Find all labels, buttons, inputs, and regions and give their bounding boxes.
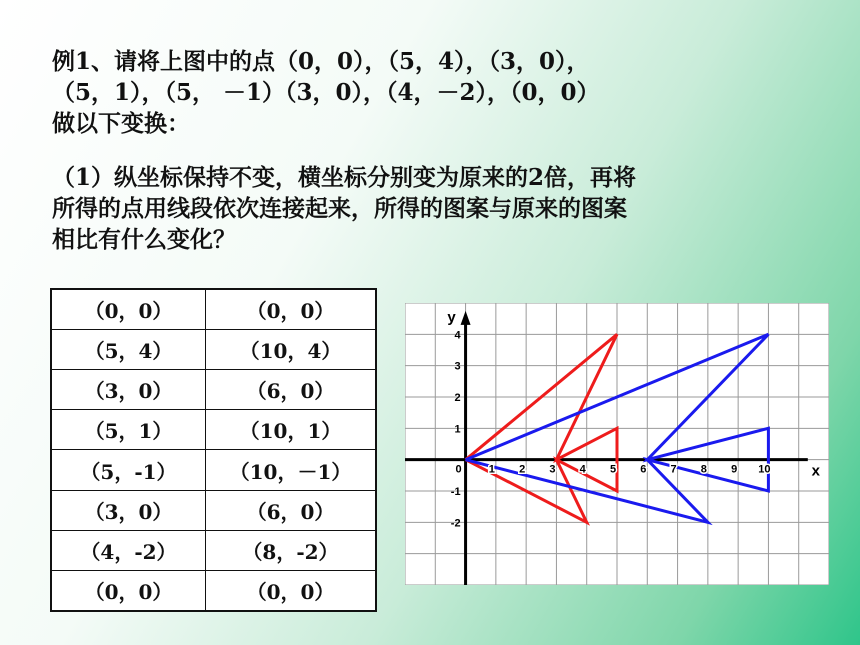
problem-line: （5，1），（5， －1）（3，0），（4，－2），（0，0）	[52, 79, 600, 106]
original-point-cell: （3，0）	[51, 490, 206, 530]
x-tick-label: 3	[549, 463, 556, 476]
x-tick-label: 1	[488, 463, 495, 476]
table-row	[51, 490, 376, 530]
original-point-cell: （3，0）	[51, 370, 206, 410]
transformed-point-cell: （0，0）	[206, 570, 377, 611]
y-tick-label: 3	[454, 360, 461, 373]
x-tick-label: 7	[670, 463, 677, 476]
transformed-point-cell: （10，1）	[206, 410, 377, 450]
x-tick-label: 8	[700, 463, 707, 476]
problem-line: 例1、请将上图中的点（0，0），（5，4），（3，0），	[52, 48, 590, 75]
problem-statement	[52, 46, 792, 139]
question-line: （1）纵坐标保持不变，横坐标分别变为原来的2倍，再将	[52, 164, 637, 191]
transformed-point-cell: （0，0）	[206, 289, 377, 330]
coordinate-table	[50, 288, 377, 612]
x-tick-label: 6	[640, 463, 647, 476]
original-point-cell: （5，4）	[51, 330, 206, 370]
y-tick-label: -1	[450, 486, 461, 498]
transformed-point-cell: （8，-2）	[206, 530, 377, 570]
y-tick-label: -2	[450, 517, 461, 530]
original-point-cell: （4，-2）	[51, 530, 206, 570]
x-axis-label: x	[811, 462, 820, 480]
problem-line: 做以下变换：	[52, 110, 190, 137]
y-tick-label: 2	[454, 392, 461, 404]
table-row	[51, 410, 376, 450]
original-point-cell: （0，0）	[51, 289, 206, 330]
coordinate-graph	[405, 303, 829, 585]
transformed-point-cell: （10，－1）	[206, 450, 377, 490]
transformed-point-cell: （10，4）	[206, 330, 377, 370]
coordinate-table-body	[51, 289, 376, 611]
original-point-cell: （5，1）	[51, 410, 206, 450]
question-line: 相比有什么变化？	[52, 226, 236, 253]
table-row	[51, 530, 376, 570]
transformed-point-cell: （6，0）	[206, 490, 377, 530]
x-tick-label: 2	[519, 463, 526, 476]
question-line: 所得的点用线段依次连接起来，所得的图案与原来的图案	[52, 195, 627, 222]
x-tick-label: 5	[609, 463, 617, 476]
table-row	[51, 370, 376, 410]
original-point-cell: （5，-1）	[51, 450, 206, 490]
table-row	[51, 450, 376, 490]
x-tick-label: 4	[579, 463, 586, 476]
table-row	[51, 330, 376, 370]
y-axis-label: y	[447, 309, 456, 327]
x-tick-label: 9	[731, 463, 738, 476]
x-tick-label: 0	[455, 463, 462, 476]
y-tick-label: 4	[454, 329, 461, 342]
transformed-point-cell: （6，0）	[206, 370, 377, 410]
table-row	[51, 570, 376, 611]
table-row	[51, 289, 376, 330]
x-tick-label: 10	[758, 463, 771, 476]
original-point-cell: （0，0）	[51, 570, 206, 611]
y-tick-label: 1	[454, 423, 461, 436]
question-text	[52, 162, 792, 255]
